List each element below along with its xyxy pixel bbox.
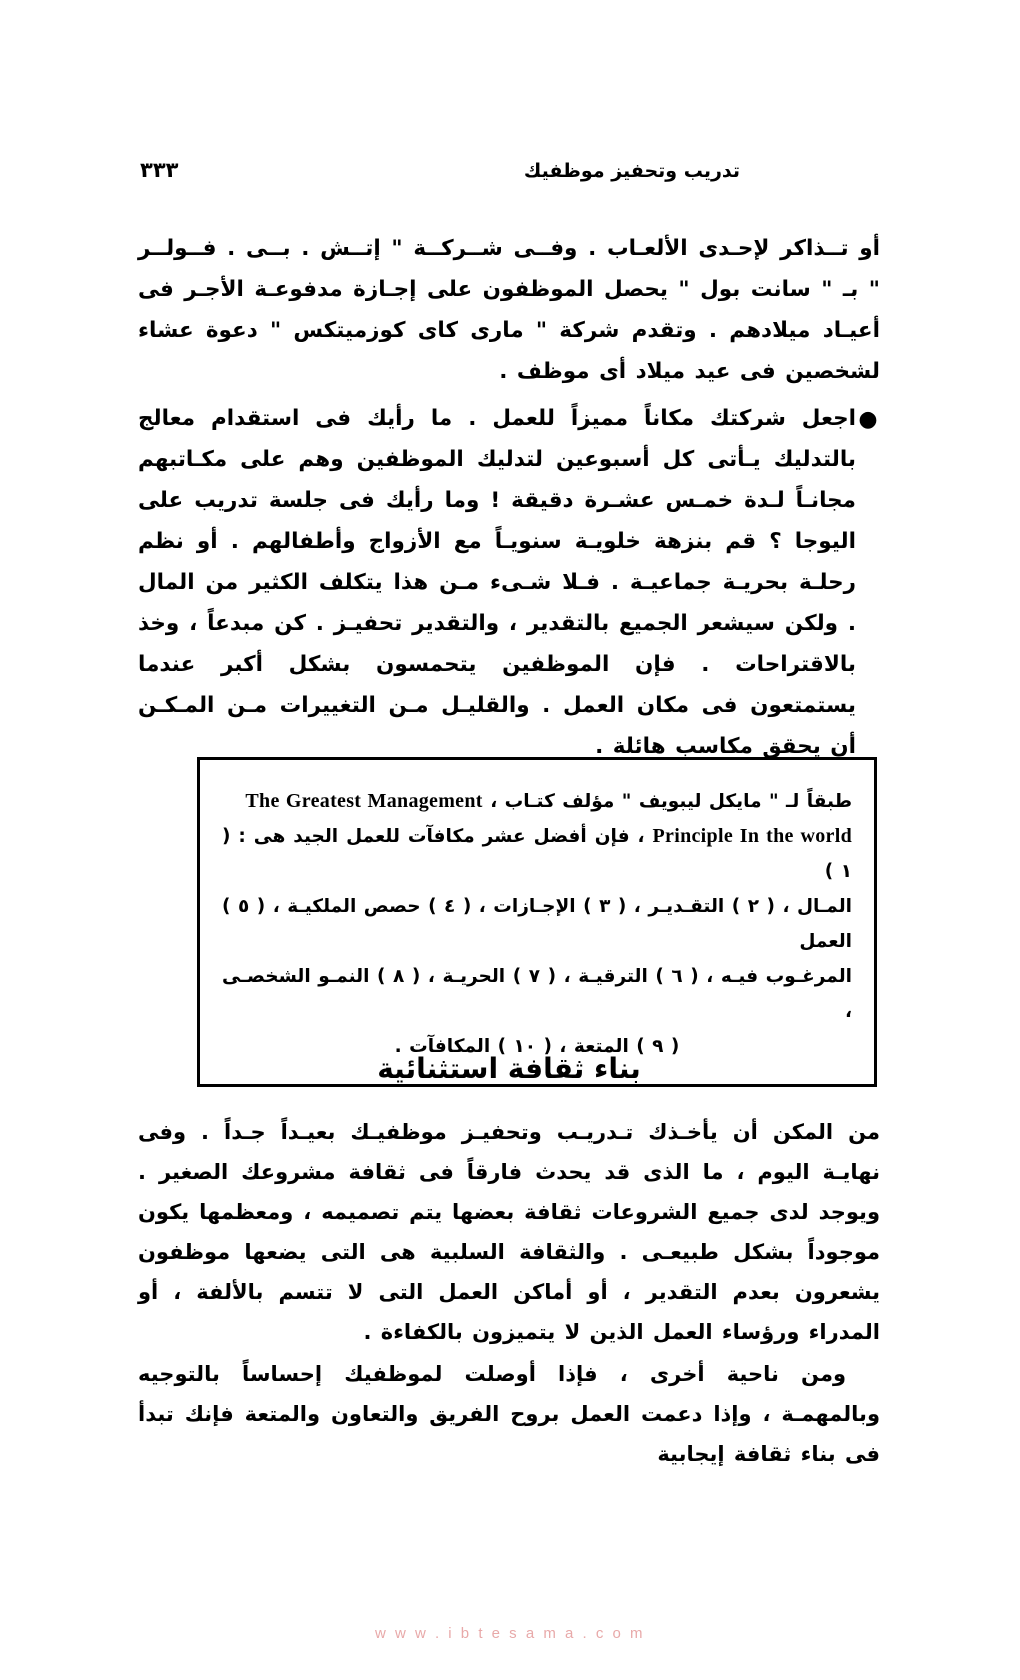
paragraph-continuation: أو تــذاكر لإحـدى الألعـاب . وفــى شــركــة " إتــش . بــى . فــولــر " بـ " سانت بول " يحصل الموظفون على إجـازة مدفوعـة الأجـر فى أعيـاد ميلادهم . وتقدم شركة " مارى كاى كوزميتكس " دعوة عشاء لشخصين فى عيد ميلاد أى موظف . (138, 236, 880, 384)
quote-line-2 (222, 819, 852, 889)
quote-line-1-arabic: طبقاً لـ " مايكل ليبويف " مؤلف كتـاب ، (490, 791, 852, 812)
section-paragraph-1: من المكن أن يأخـذك تـدريـب وتحفيـز موظفيـك بعيـداً جـداً . وفى نهايـة اليوم ، ما الذى قد يحدث فارقاً فى ثقافة مشروعك الصغير . ويوجد لدى جميع الشروعات ثقافة بعضها يتم تصميمه ، ومعظمها يكون موجوداً بشكل طبيعـى . والثقافة السلبية هى التى يضعها موظفون يشعرون بعدم التقدير ، أو أماكن العمل التى لا تتسم بالألفة ، أو المدراء ورؤساء العمل الذين لا يتميزون بالكفاءة . (138, 1120, 880, 1344)
book-title-part-1: The Greatest Management (245, 790, 483, 812)
bullet-marker-icon: ● (858, 407, 878, 432)
quote-line-5: ( ٩ ) المتعة ، ( ١٠ ) المكافآت . (394, 1036, 680, 1057)
closing-column (138, 1112, 880, 1476)
bullet-list-item (138, 398, 880, 767)
quote-line-2-arabic: ، فإن أفضل عشر مكافآت للعمل الجيد هى : ( ١ ) (222, 826, 852, 882)
quote-line-3: المـال ، ( ٢ ) التقـديـر ، ( ٣ ) الإجـازات ، ( ٤ ) حصص الملكيـة ، ( ٥ ) العمل (222, 896, 852, 952)
quote-box (197, 757, 877, 1087)
section-paragraph-2: ومن ناحية أخرى ، فإذا أوصلت لموظفيك إحساساً بالتوجيه وبالمهمـة ، وإذا دعمت العمل بروح الفريق والتعاون والمتعة فإنك تبدأ فى بناء ثقافة إيجابية (138, 1362, 880, 1466)
body-column (138, 228, 880, 767)
page-number: ٣٣٣ (140, 158, 179, 182)
site-watermark: w w w . i b t e s a m a . c o m (374, 1625, 646, 1642)
book-title-part-2: Principle In the world (652, 825, 853, 847)
section-heading: بناء ثقافة استثنائية (377, 1052, 641, 1085)
quote-line-4: المرغـوب فيـه ، ( ٦ ) الترقيـة ، ( ٧ ) الحريـة ، ( ٨ ) النمـو الشخصـى ، (222, 966, 853, 1022)
quote-line-1 (222, 784, 852, 819)
chapter-title: تدريب وتحفيز موظفيك (523, 160, 740, 182)
bullet-item-text: اجعل شركتك مكاناً مميزاً للعمل . ما رأيك فى استقدام معالج بالتدليك يـأتى كل أسبوعين لتدليك الموظفين وهم على مكـاتبهم مجانـاً لـدة خمـس عشـرة دقيقة ! وما رأيك فى جلسة تدريب على اليوجا ؟ قم بنزهة خلويـة سنويـاً مع الأزواج وأطفالهم . أو نظم رحلـة بحريـة جماعيـة . فـلا شـىء مـن هذا يتكلف الكثير من المال . ولكن سيشعر الجميع بالتقدير ، والتقدير تحفيـز . كن مبدعاً ، وخذ بالاقتراحات . فإن الموظفين يتحمسون بشكل أكبر عندما يستمتعون فى مكان العمل . والقليـل مـن التغييرات مـن المـكـن أن يحقق مكاسب هائلة . (138, 406, 856, 759)
running-header (140, 158, 880, 188)
